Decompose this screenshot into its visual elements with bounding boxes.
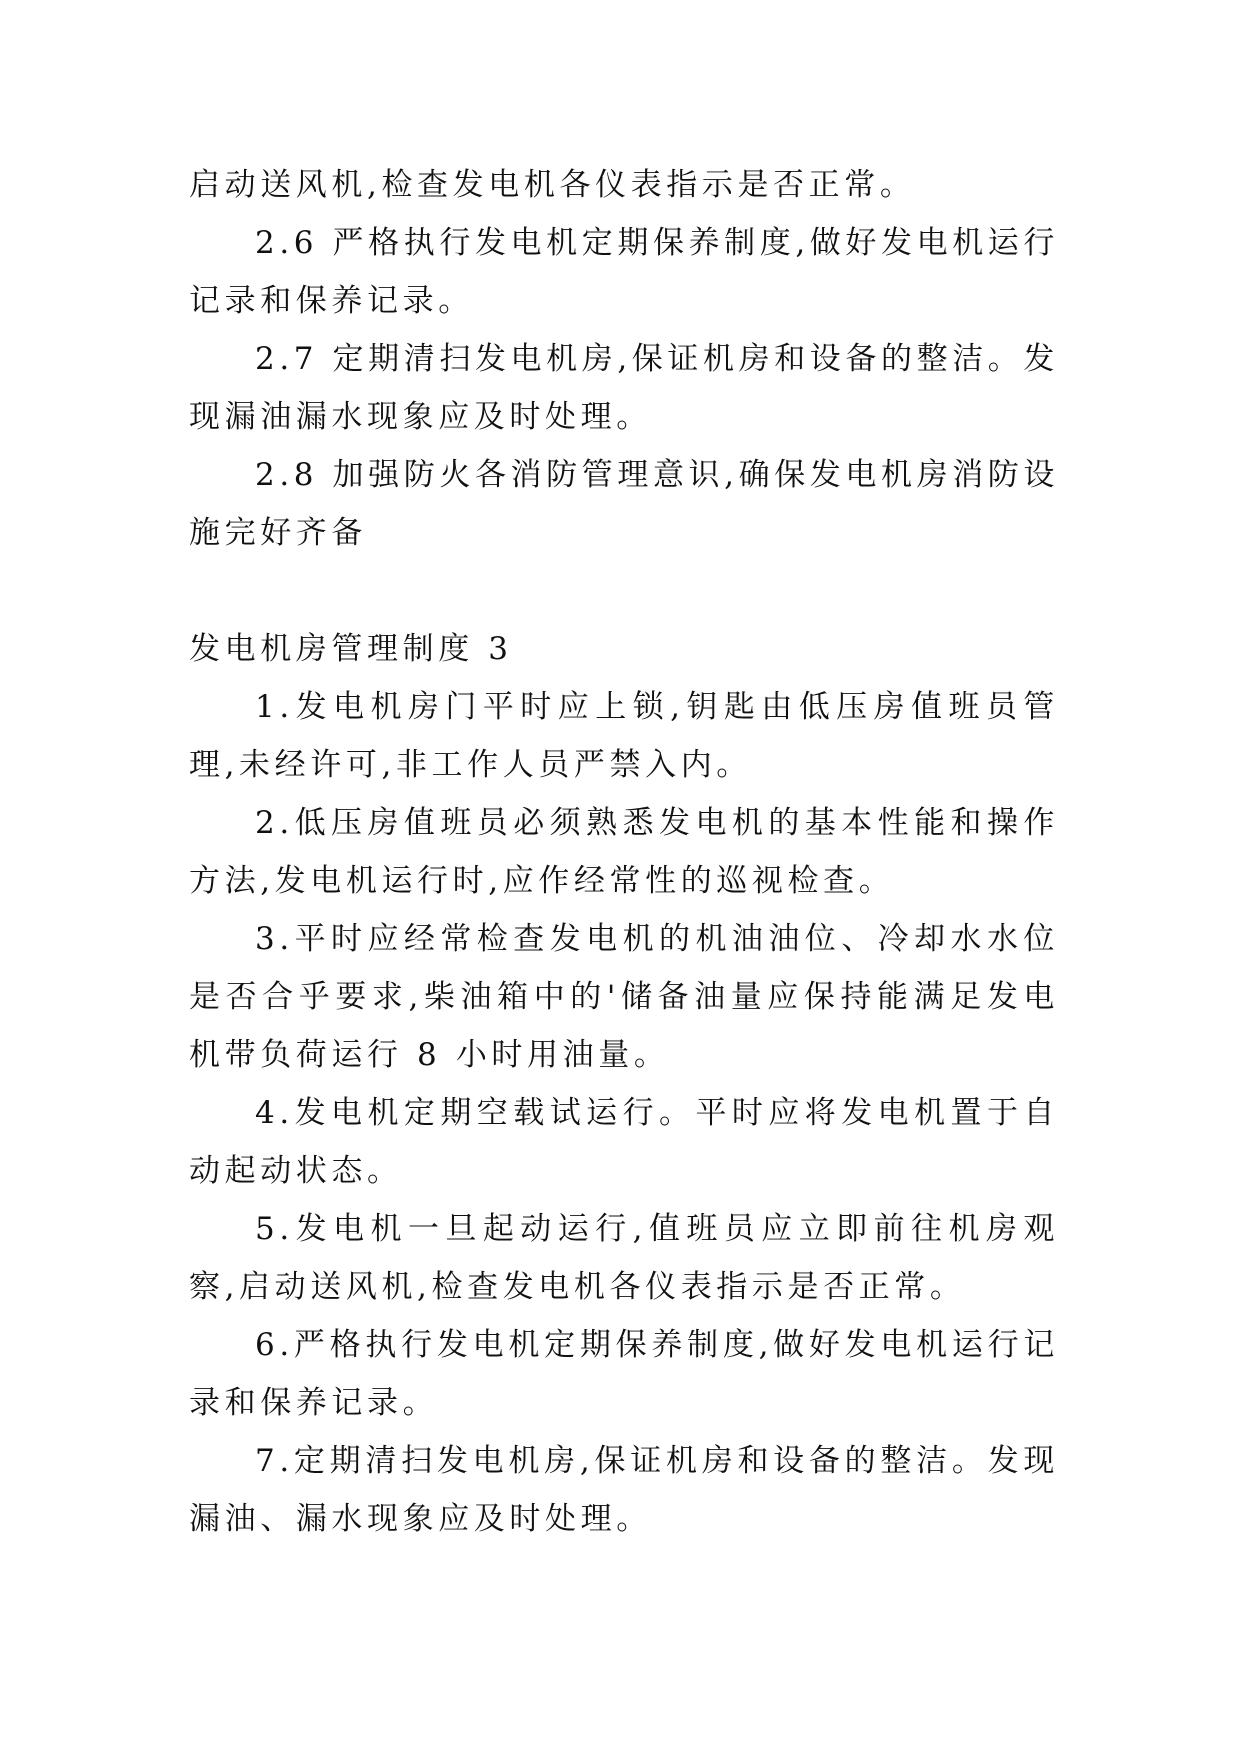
paragraph-2-8: 2.8 加强防火各消防管理意识,确保发电机房消防设施完好齐备 (189, 457, 1060, 551)
paragraph-4: 4.发电机定期空载试运行。平时应将发电机置于自动起动状态。 (189, 1095, 1059, 1189)
section-spacer (189, 562, 1059, 620)
paragraph-6: 6.严格执行发电机定期保养制度,做好发电机运行记录和保养记录。 (189, 1327, 1059, 1421)
section-title: 发电机房管理制度 3 (189, 631, 513, 667)
document-body (189, 156, 1059, 1548)
paragraph-1: 1.发电机房门平时应上锁,钥匙由低压房值班员管理,未经许可,非工作人员严禁入内。 (189, 689, 1059, 783)
paragraph-2: 2.低压房值班员必须熟悉发电机的基本性能和操作方法,发电机运行时,应作经常性的巡视检查。 (189, 805, 1059, 899)
paragraph-3: 3.平时应经常检查发电机的机油油位、冷却水水位是否合乎要求,柴油箱中的'储备油量应保持能满足发电机带负荷运行 8 小时用油量。 (189, 921, 1059, 1073)
paragraph-continuation: 启动送风机,检查发电机各仪表指示是否正常。 (189, 167, 916, 203)
paragraph-2-7: 2.7 定期清扫发电机房,保证机房和设备的整洁。发现漏油漏水现象应及时处理。 (189, 341, 1060, 435)
paragraph-2-6: 2.6 严格执行发电机定期保养制度,做好发电机运行记录和保养记录。 (189, 225, 1060, 319)
paragraph-7: 7.定期清扫发电机房,保证机房和设备的整洁。发现漏油、漏水现象应及时处理。 (189, 1443, 1059, 1537)
paragraph-5: 5.发电机一旦起动运行,值班员应立即前往机房观察,启动送风机,检查发电机各仪表指示是否正常。 (189, 1211, 1059, 1305)
